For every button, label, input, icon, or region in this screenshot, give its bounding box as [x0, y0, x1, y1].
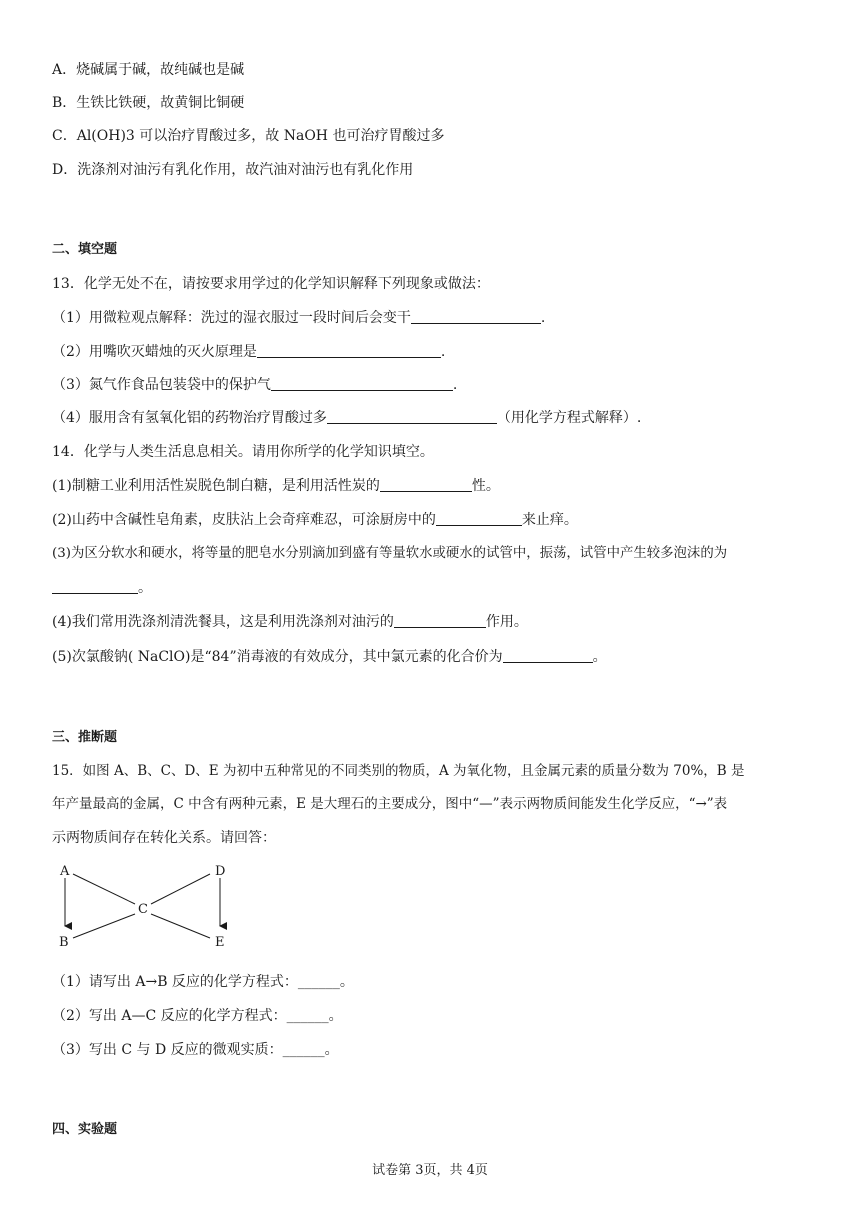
q14-part-4-end: 作用。: [485, 614, 528, 630]
q13-part-1-text: （1）用微粒观点解释：洗过的湿衣服过一段时间后会变干: [52, 310, 411, 326]
q14-part-2-end: 来止痒。: [521, 512, 578, 528]
answer-blank[interactable]: [411, 309, 541, 324]
node-c: C: [138, 902, 148, 917]
q13-part-4-text: （4）服用含有氢氧化铝的药物治疗胃酸过多: [52, 410, 327, 426]
node-e: E: [215, 935, 225, 950]
choice-c: C．Al(OH)3 可以治疗胃酸过多，故 NaOH 也可治疗胃酸过多: [52, 128, 445, 144]
section-title-inference: 三、推断题: [52, 730, 118, 745]
line-b-c: [73, 914, 135, 938]
q15-stem-line-1: 15．如图 A、B、C、D、E 为初中五种常见的不同类别的物质，A 为氧化物，且金属元素的质量分数为 70%，B 是: [52, 763, 745, 779]
q14-part-1-text: (1)制糖工业利用活性炭脱色制白糖，是利用活性炭的: [52, 478, 380, 494]
answer-blank[interactable]: [380, 477, 472, 492]
line-a-c: [73, 874, 135, 904]
q14-part-2-text: (2)山药中含碱性皂角素，皮肤沾上会奇痒难忍，可涂厨房中的: [52, 512, 436, 528]
choice-b: B．生铁比铁硬，故黄铜比铜硬: [52, 95, 245, 111]
node-d: D: [215, 864, 226, 879]
q15-stem-line-2: 年产量最高的金属，C 中含有两种元素，E 是大理石的主要成分，图中“—”表示两物质间能发生化学反应，“→”表: [52, 796, 728, 812]
answer-blank[interactable]: [271, 376, 453, 391]
q14-part-3: (3)为区分软水和硬水，将等量的肥皂水分别滴加到盛有等量软水或硬水的试管中，振荡，试管中产生较多泡沫的为: [52, 546, 728, 561]
q13-part-2-text: （2）用嘴吹灭蜡烛的灭火原理是: [52, 344, 257, 360]
answer-blank[interactable]: [394, 613, 486, 628]
q13-part-2-end: .: [440, 344, 446, 360]
q13-part-3: [52, 375, 457, 395]
q13-part-1-end: .: [540, 310, 546, 326]
node-a: A: [60, 864, 70, 879]
q14-part-1: [52, 476, 500, 496]
q14-part-1-end: 性。: [471, 478, 500, 494]
q13-stem: 13．化学无处不在，请按要求用学过的化学知识解释下列现象或做法：: [52, 276, 490, 292]
line-c-d: [151, 874, 210, 904]
q15-stem-line-3: 示两物质间存在转化关系。请回答：: [52, 830, 276, 846]
q14-part-5-end: 。: [592, 649, 607, 665]
q14-part-4-text: (4)我们常用洗涤剂清洗餐具，这是利用洗涤剂对油污的: [52, 614, 394, 630]
answer-blank[interactable]: [327, 409, 497, 424]
q14-part-5: [52, 647, 607, 667]
choice-a: A．烧碱属于碱，故纯碱也是碱: [52, 62, 245, 78]
answer-blank[interactable]: [52, 579, 138, 594]
q13-part-1: [52, 308, 545, 328]
node-b: B: [59, 935, 69, 950]
q13-part-4-end: （用化学方程式解释）.: [496, 410, 642, 426]
section-title-experiment: 四、实验题: [52, 1122, 118, 1137]
answer-blank[interactable]: [257, 343, 441, 358]
q13-part-4: [52, 408, 641, 428]
q14-part-5-text: (5)次氯酸钠( NaClO)是“84”消毒液的有效成分，其中氯元素的化合价为: [52, 649, 503, 665]
q14-part-3-end: 。: [138, 580, 152, 596]
section-title-fill-in: 二、填空题: [52, 242, 118, 257]
reaction-diagram: [55, 862, 235, 952]
q15-part-2: （2）写出 A—C 反应的化学方程式：______。: [52, 1008, 343, 1024]
q14-part-2: [52, 510, 578, 530]
q14-part-3-cont: [52, 578, 152, 598]
q13-part-3-text: （3）氮气作食品包装袋中的保护气: [52, 377, 271, 393]
q13-part-3-end: .: [452, 377, 458, 393]
q15-part-1: （1）请写出 A→B 反应的化学方程式：______。: [52, 974, 354, 990]
page-footer: 试卷第 3页，共 4页: [372, 1163, 488, 1178]
line-c-e: [151, 914, 210, 938]
answer-blank[interactable]: [503, 648, 593, 663]
q14-stem: 14．化学与人类生活息息相关。请用你所学的化学知识填空。: [52, 444, 434, 460]
q15-part-3: （3）写出 C 与 D 反应的微观实质：______。: [52, 1042, 339, 1058]
choice-d: D．洗涤剂对油污有乳化作用，故汽油对油污也有乳化作用: [52, 162, 414, 178]
q14-part-4: [52, 612, 528, 632]
answer-blank[interactable]: [436, 511, 522, 526]
q13-part-2: [52, 342, 445, 362]
